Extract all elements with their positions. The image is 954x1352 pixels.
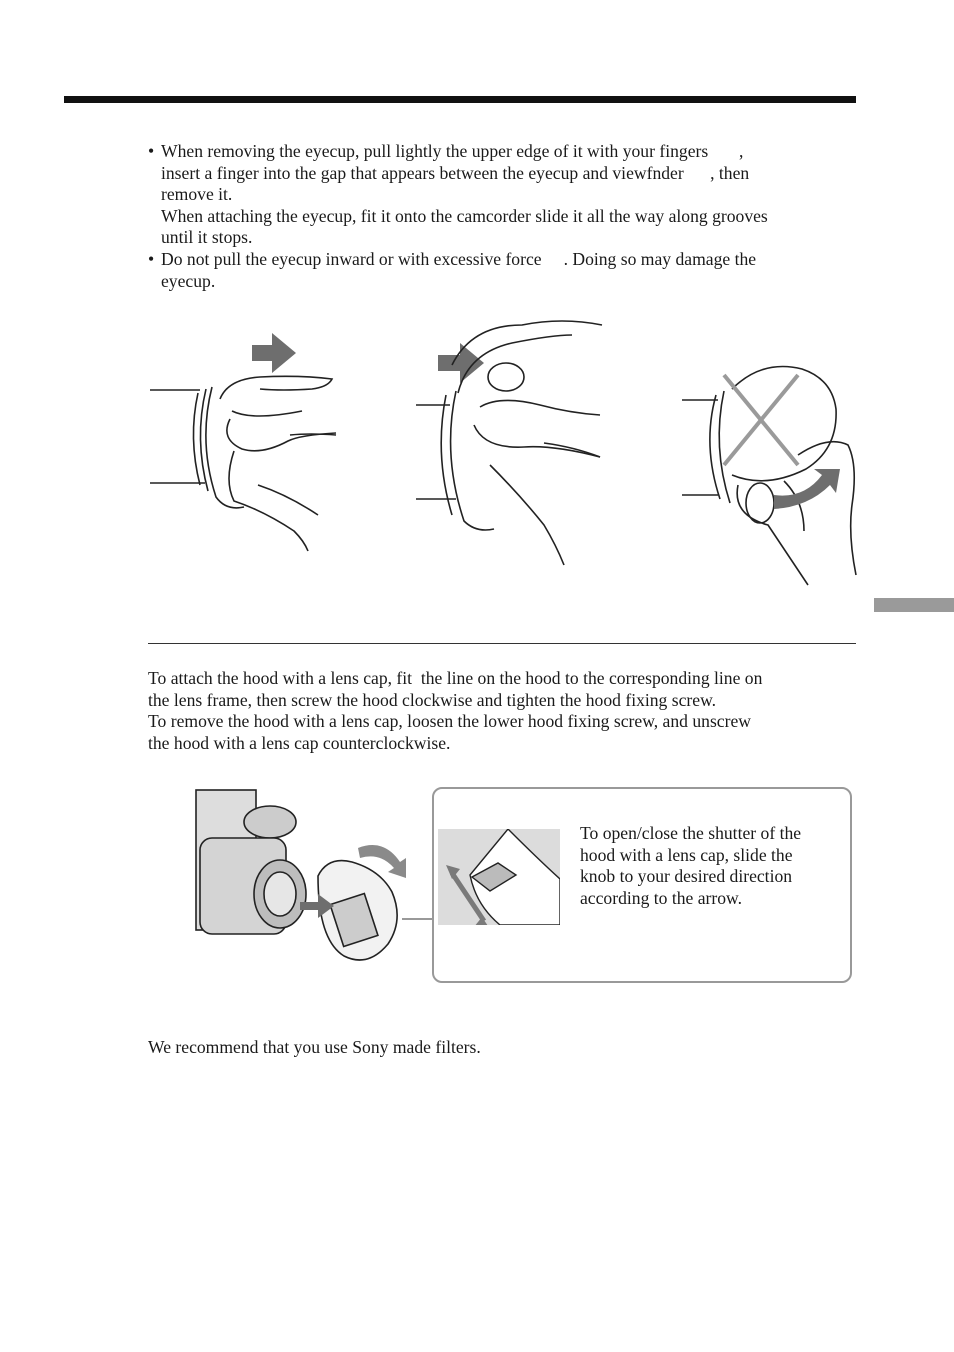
note-line: When removing the eyecup, pull lightly the upper edge of it with your fingers , (161, 141, 744, 161)
hood-line: To attach the hood with a lens cap, fit the line on the hood to the corresponding line on (148, 668, 763, 688)
section-tab (874, 598, 954, 612)
bullet-dot-icon: • (148, 141, 155, 161)
eyecup-wrong-illustration (678, 355, 860, 590)
note-line: insert a finger into the gap that appears between the eyecup and viewfnder , then (161, 162, 750, 183)
filter-recommendation: We recommend that you use Sony made filters. (148, 1037, 481, 1057)
header-rule (64, 96, 856, 103)
hood-instructions (148, 668, 858, 754)
note-line: until it stops. (161, 227, 253, 248)
eyecup-notes (148, 141, 860, 292)
note-line: remove it. (161, 184, 233, 205)
note-line: eyecup. (161, 270, 216, 291)
callout-line: according to the arrow. (580, 887, 743, 908)
shutter-knob-illustration (438, 829, 560, 925)
shutter-callout (432, 787, 852, 983)
eyecup-pull-illustration (140, 315, 350, 565)
bullet-dot-icon: • (148, 248, 155, 269)
shutter-instructions (580, 823, 850, 909)
rotate-arrow-icon (774, 469, 840, 509)
hood-attach-illustration (190, 782, 440, 982)
note-line: When attaching the eyecup, fit it onto the camcorder slide it all the way along grooves (161, 205, 768, 226)
eyecup-gap-illustration (410, 315, 610, 580)
note-line: Do not pull the eyecup inward or with excessive force . Doing so may damage the (161, 248, 757, 269)
eyecup-note-remove (148, 141, 860, 249)
callout-pointer (402, 918, 434, 920)
section-rule (148, 643, 856, 644)
insert-arrow-icon (438, 343, 484, 383)
eyecup-note-force (148, 249, 860, 292)
hood-line: the lens frame, then screw the hood clockwise and tighten the hood fixing screw. (148, 689, 717, 710)
callout-line: To open/close the shutter of the (580, 823, 802, 843)
hood-line: the hood with a lens cap counterclockwise. (148, 732, 451, 753)
eyecup-illustrations (140, 315, 860, 595)
hood-line: To remove the hood with a lens cap, loosen the lower hood fixing screw, and unscrew (148, 711, 751, 732)
pull-arrow-icon (252, 333, 296, 373)
callout-line: knob to your desired direction (580, 866, 793, 887)
callout-line: hood with a lens cap, slide the (580, 844, 793, 865)
